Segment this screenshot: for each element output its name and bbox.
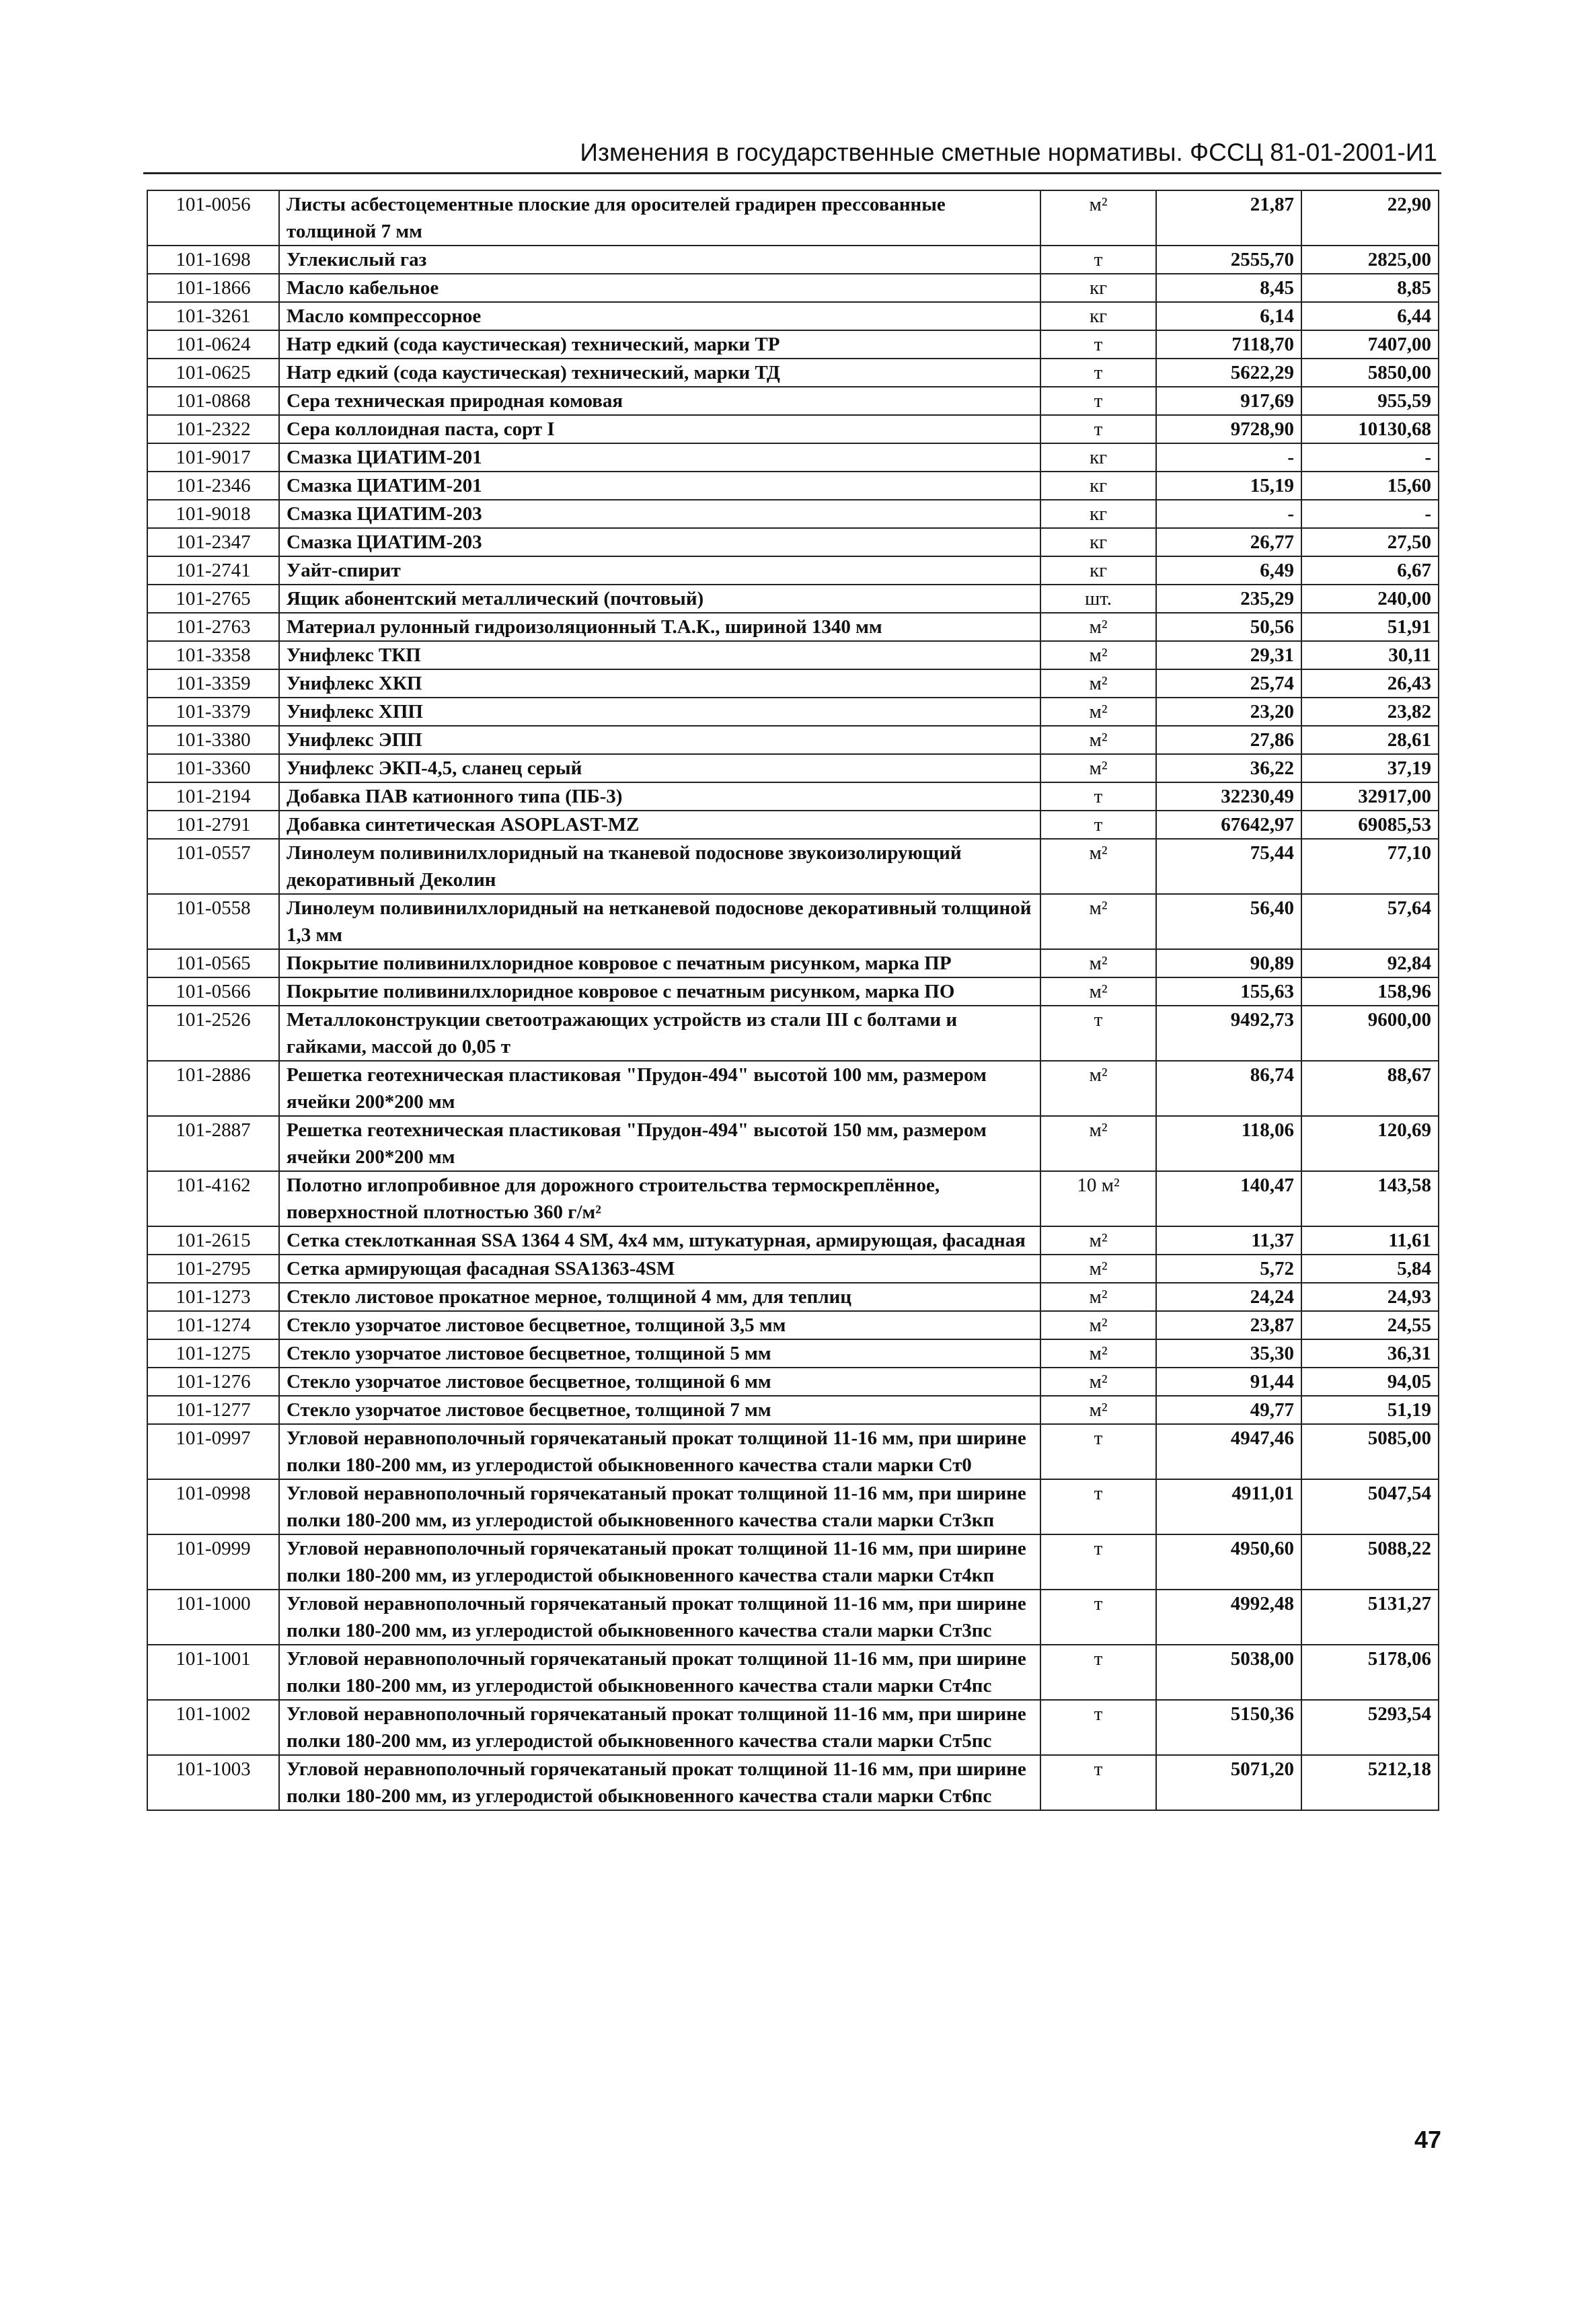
table-row	[147, 302, 1439, 330]
material-code: 101-2795	[147, 1255, 279, 1283]
unit-of-measure: т	[1040, 811, 1156, 839]
material-code: 101-3261	[147, 302, 279, 330]
material-name: Листы асбестоцементные плоские для оросителей градирен прессованные толщиной 7 мм	[279, 190, 1040, 246]
table-row	[147, 698, 1439, 726]
material-name: Стекло узорчатое листовое бесцветное, толщиной 6 мм	[279, 1368, 1040, 1396]
price-previous: 36,22	[1156, 754, 1301, 782]
table-row	[147, 330, 1439, 359]
unit-of-measure: т	[1040, 246, 1156, 274]
price-current: 24,93	[1301, 1283, 1439, 1311]
material-code: 101-2347	[147, 528, 279, 556]
price-previous: 90,89	[1156, 949, 1301, 977]
price-previous: 91,44	[1156, 1368, 1301, 1396]
material-code: 101-2615	[147, 1226, 279, 1255]
price-previous: 5622,29	[1156, 359, 1301, 387]
price-current: 955,59	[1301, 387, 1439, 415]
price-current: 30,11	[1301, 641, 1439, 669]
price-current: 9600,00	[1301, 1006, 1439, 1061]
material-code: 101-2346	[147, 472, 279, 500]
price-current: 15,60	[1301, 472, 1439, 500]
price-current: 7407,00	[1301, 330, 1439, 359]
table-row	[147, 1700, 1439, 1755]
material-name: Уайт-спирит	[279, 556, 1040, 585]
material-code: 101-0625	[147, 359, 279, 387]
price-current: 94,05	[1301, 1368, 1439, 1396]
table-row	[147, 500, 1439, 528]
table-row	[147, 1645, 1439, 1700]
unit-of-measure: м²	[1040, 1311, 1156, 1339]
material-name: Натр едкий (сода каустическая) технический, марки ТД	[279, 359, 1040, 387]
table-row	[147, 528, 1439, 556]
material-name: Сетка армирующая фасадная SSA1363-4SM	[279, 1255, 1040, 1283]
material-name: Решетка геотехническая пластиковая "Прудон-494" высотой 150 мм, размером ячейки 200*200 мм	[279, 1116, 1040, 1171]
unit-of-measure: м²	[1040, 839, 1156, 894]
unit-of-measure: м²	[1040, 1061, 1156, 1116]
table-row	[147, 894, 1439, 949]
price-previous: 56,40	[1156, 894, 1301, 949]
unit-of-measure: м²	[1040, 1226, 1156, 1255]
material-name: Угловой неравнополочный горячекатаный прокат толщиной 11-16 мм, при ширине полки 180-200 мм, из углеродистой обыкновенного качества стали марки Ст6пс	[279, 1755, 1040, 1810]
material-name: Решетка геотехническая пластиковая "Прудон-494" высотой 100 мм, размером ячейки 200*200 мм	[279, 1061, 1040, 1116]
material-code: 101-2886	[147, 1061, 279, 1116]
material-name: Ящик абонентский металлический (почтовый)	[279, 585, 1040, 613]
material-name: Смазка ЦИАТИМ-201	[279, 443, 1040, 472]
price-previous: 8,45	[1156, 274, 1301, 302]
price-previous: 155,63	[1156, 977, 1301, 1006]
unit-of-measure: кг	[1040, 302, 1156, 330]
price-previous: 25,74	[1156, 669, 1301, 698]
table-row	[147, 949, 1439, 977]
price-current: 77,10	[1301, 839, 1439, 894]
material-name: Добавка синтетическая ASOPLAST-MZ	[279, 811, 1040, 839]
material-name: Сетка стеклотканная SSA 1364 4 SM, 4x4 мм, штукатурная, армирующая, фасадная	[279, 1226, 1040, 1255]
material-name: Масло компрессорное	[279, 302, 1040, 330]
material-code: 101-2194	[147, 782, 279, 811]
price-previous: 27,86	[1156, 726, 1301, 754]
material-name: Материал рулонный гидроизоляционный Т.А.К., шириной 1340 мм	[279, 613, 1040, 641]
unit-of-measure: м²	[1040, 1339, 1156, 1368]
price-current: 5293,54	[1301, 1700, 1439, 1755]
material-code: 101-0868	[147, 387, 279, 415]
table-row	[147, 1311, 1439, 1339]
price-previous: 6,49	[1156, 556, 1301, 585]
material-code: 101-3358	[147, 641, 279, 669]
price-current: 57,64	[1301, 894, 1439, 949]
unit-of-measure: м²	[1040, 1283, 1156, 1311]
price-current: 51,91	[1301, 613, 1439, 641]
unit-of-measure: т	[1040, 1590, 1156, 1645]
material-code: 101-3359	[147, 669, 279, 698]
table-row	[147, 1479, 1439, 1534]
material-code: 101-1275	[147, 1339, 279, 1368]
material-name: Угловой неравнополочный горячекатаный прокат толщиной 11-16 мм, при ширине полки 180-200 мм, из углеродистой обыкновенного качества стали марки Ст4пс	[279, 1645, 1040, 1700]
table-row	[147, 1226, 1439, 1255]
unit-of-measure: м²	[1040, 190, 1156, 246]
price-table	[147, 190, 1439, 1811]
price-previous: 75,44	[1156, 839, 1301, 894]
price-previous: 9728,90	[1156, 415, 1301, 443]
price-previous: 5038,00	[1156, 1645, 1301, 1700]
table-row	[147, 1061, 1439, 1116]
unit-of-measure: кг	[1040, 500, 1156, 528]
table-row	[147, 246, 1439, 274]
price-previous: 917,69	[1156, 387, 1301, 415]
material-code: 101-2526	[147, 1006, 279, 1061]
price-previous: 26,77	[1156, 528, 1301, 556]
unit-of-measure: т	[1040, 359, 1156, 387]
price-current: 5,84	[1301, 1255, 1439, 1283]
material-name: Масло кабельное	[279, 274, 1040, 302]
table-row	[147, 613, 1439, 641]
material-name: Стекло узорчатое листовое бесцветное, толщиной 5 мм	[279, 1339, 1040, 1368]
unit-of-measure: кг	[1040, 528, 1156, 556]
material-name: Смазка ЦИАТИМ-203	[279, 500, 1040, 528]
page-header	[143, 132, 1441, 174]
unit-of-measure: м²	[1040, 698, 1156, 726]
table-row	[147, 1590, 1439, 1645]
price-previous: -	[1156, 443, 1301, 472]
table-row	[147, 190, 1439, 246]
material-name: Стекло узорчатое листовое бесцветное, толщиной 3,5 мм	[279, 1311, 1040, 1339]
material-code: 101-0565	[147, 949, 279, 977]
table-row	[147, 726, 1439, 754]
price-current: 6,44	[1301, 302, 1439, 330]
price-previous: 32230,49	[1156, 782, 1301, 811]
unit-of-measure: м²	[1040, 726, 1156, 754]
table-row	[147, 443, 1439, 472]
unit-of-measure: м²	[1040, 1368, 1156, 1396]
table-row	[147, 585, 1439, 613]
table-row	[147, 472, 1439, 500]
price-current: -	[1301, 443, 1439, 472]
material-code: 101-9017	[147, 443, 279, 472]
material-code: 101-1003	[147, 1755, 279, 1810]
price-previous: 11,37	[1156, 1226, 1301, 1255]
price-current: 22,90	[1301, 190, 1439, 246]
material-name: Стекло узорчатое листовое бесцветное, толщиной 7 мм	[279, 1396, 1040, 1424]
price-current: 36,31	[1301, 1339, 1439, 1368]
material-code: 101-1273	[147, 1283, 279, 1311]
price-previous: 23,20	[1156, 698, 1301, 726]
unit-of-measure: м²	[1040, 894, 1156, 949]
price-previous: 4947,46	[1156, 1424, 1301, 1479]
material-code: 101-2763	[147, 613, 279, 641]
unit-of-measure: шт.	[1040, 585, 1156, 613]
material-code: 101-0624	[147, 330, 279, 359]
material-name: Угловой неравнополочный горячекатаный прокат толщиной 11-16 мм, при ширине полки 180-200 мм, из углеродистой обыкновенного качества стали марки Ст5пс	[279, 1700, 1040, 1755]
header-title: Изменения в государственные сметные нормативы. ФССЦ 81-01-2001-И1	[580, 139, 1437, 166]
price-current: 5212,18	[1301, 1755, 1439, 1810]
table-row	[147, 1755, 1439, 1810]
price-current: 32917,00	[1301, 782, 1439, 811]
unit-of-measure: т	[1040, 1645, 1156, 1700]
material-name: Угловой неравнополочный горячекатаный прокат толщиной 11-16 мм, при ширине полки 180-200 мм, из углеродистой обыкновенного качества стали марки Ст0	[279, 1424, 1040, 1479]
material-name: Линолеум поливинилхлоридный на нетканевой подоснове декоративный толщиной 1,3 мм	[279, 894, 1040, 949]
unit-of-measure: т	[1040, 1755, 1156, 1810]
table-row	[147, 839, 1439, 894]
material-code: 101-2887	[147, 1116, 279, 1171]
page-number: 47	[1414, 2126, 1442, 2153]
price-current: 240,00	[1301, 585, 1439, 613]
table-row	[147, 274, 1439, 302]
price-current: 5178,06	[1301, 1645, 1439, 1700]
unit-of-measure: 10 м²	[1040, 1171, 1156, 1226]
price-current: 69085,53	[1301, 811, 1439, 839]
material-code: 101-3360	[147, 754, 279, 782]
material-name: Угловой неравнополочный горячекатаный прокат толщиной 11-16 мм, при ширине полки 180-200 мм, из углеродистой обыкновенного качества стали марки Ст3пс	[279, 1590, 1040, 1645]
price-current: 24,55	[1301, 1311, 1439, 1339]
price-previous: 23,87	[1156, 1311, 1301, 1339]
price-current: 158,96	[1301, 977, 1439, 1006]
price-previous: 86,74	[1156, 1061, 1301, 1116]
price-current: 28,61	[1301, 726, 1439, 754]
table-row	[147, 811, 1439, 839]
material-name: Унифлекс ХПП	[279, 698, 1040, 726]
price-current: 5131,27	[1301, 1590, 1439, 1645]
material-code: 101-1277	[147, 1396, 279, 1424]
material-code: 101-4162	[147, 1171, 279, 1226]
price-previous: 5150,36	[1156, 1700, 1301, 1755]
unit-of-measure: м²	[1040, 1116, 1156, 1171]
price-current: 120,69	[1301, 1116, 1439, 1171]
price-previous: 35,30	[1156, 1339, 1301, 1368]
material-name: Смазка ЦИАТИМ-201	[279, 472, 1040, 500]
material-code: 101-1002	[147, 1700, 279, 1755]
unit-of-measure: т	[1040, 782, 1156, 811]
material-name: Покрытие поливинилхлоридное ковровое с печатным рисунком, марка ПО	[279, 977, 1040, 1006]
unit-of-measure: т	[1040, 1700, 1156, 1755]
price-previous: 140,47	[1156, 1171, 1301, 1226]
price-current: 143,58	[1301, 1171, 1439, 1226]
material-code: 101-0999	[147, 1534, 279, 1590]
material-name: Добавка ПАВ катионного типа (ПБ-3)	[279, 782, 1040, 811]
material-code: 101-9018	[147, 500, 279, 528]
table-row	[147, 359, 1439, 387]
table-row	[147, 782, 1439, 811]
price-previous: 24,24	[1156, 1283, 1301, 1311]
price-current: 88,67	[1301, 1061, 1439, 1116]
unit-of-measure: м²	[1040, 1396, 1156, 1424]
unit-of-measure: м²	[1040, 613, 1156, 641]
unit-of-measure: м²	[1040, 754, 1156, 782]
unit-of-measure: т	[1040, 1479, 1156, 1534]
price-previous: 4950,60	[1156, 1534, 1301, 1590]
unit-of-measure: т	[1040, 1006, 1156, 1061]
price-current: 5088,22	[1301, 1534, 1439, 1590]
price-previous: 118,06	[1156, 1116, 1301, 1171]
material-name: Угловой неравнополочный горячекатаный прокат толщиной 11-16 мм, при ширине полки 180-200 мм, из углеродистой обыкновенного качества стали марки Ст4кп	[279, 1534, 1040, 1590]
material-name: Унифлекс ЭПП	[279, 726, 1040, 754]
table-row	[147, 641, 1439, 669]
price-current: 8,85	[1301, 274, 1439, 302]
unit-of-measure: т	[1040, 1534, 1156, 1590]
price-previous: 2555,70	[1156, 246, 1301, 274]
table-row	[147, 977, 1439, 1006]
material-name: Унифлекс ЭКП-4,5, сланец серый	[279, 754, 1040, 782]
price-previous: 49,77	[1156, 1396, 1301, 1424]
price-current: 5850,00	[1301, 359, 1439, 387]
material-code: 101-0557	[147, 839, 279, 894]
material-code: 101-1001	[147, 1645, 279, 1700]
price-current: 5085,00	[1301, 1424, 1439, 1479]
material-code: 101-0998	[147, 1479, 279, 1534]
price-previous: 29,31	[1156, 641, 1301, 669]
material-code: 101-0558	[147, 894, 279, 949]
price-previous: 9492,73	[1156, 1006, 1301, 1061]
table-row	[147, 669, 1439, 698]
price-current: 5047,54	[1301, 1479, 1439, 1534]
material-name: Смазка ЦИАТИМ-203	[279, 528, 1040, 556]
table-row	[147, 1283, 1439, 1311]
material-code: 101-1698	[147, 246, 279, 274]
material-name: Натр едкий (сода каустическая) технический, марки ТР	[279, 330, 1040, 359]
unit-of-measure: м²	[1040, 1255, 1156, 1283]
price-current: 27,50	[1301, 528, 1439, 556]
table-row	[147, 1424, 1439, 1479]
unit-of-measure: т	[1040, 387, 1156, 415]
price-previous: 7118,70	[1156, 330, 1301, 359]
unit-of-measure: м²	[1040, 977, 1156, 1006]
material-name: Углекислый газ	[279, 246, 1040, 274]
material-name: Металлоконструкции светоотражающих устройств из стали III с болтами и гайками, массой до 0,05 т	[279, 1006, 1040, 1061]
material-code: 101-0056	[147, 190, 279, 246]
price-current: 2825,00	[1301, 246, 1439, 274]
unit-of-measure: кг	[1040, 443, 1156, 472]
material-code: 101-2741	[147, 556, 279, 585]
table-row	[147, 387, 1439, 415]
material-code: 101-1276	[147, 1368, 279, 1396]
price-current: 23,82	[1301, 698, 1439, 726]
material-code: 101-3379	[147, 698, 279, 726]
table-row	[147, 1171, 1439, 1226]
table-row	[147, 1396, 1439, 1424]
price-current: 92,84	[1301, 949, 1439, 977]
price-previous: 21,87	[1156, 190, 1301, 246]
unit-of-measure: кг	[1040, 472, 1156, 500]
material-name: Унифлекс ХКП	[279, 669, 1040, 698]
material-code: 101-3380	[147, 726, 279, 754]
price-previous: 4992,48	[1156, 1590, 1301, 1645]
unit-of-measure: кг	[1040, 556, 1156, 585]
table-row	[147, 1534, 1439, 1590]
material-code: 101-1000	[147, 1590, 279, 1645]
table-row	[147, 1006, 1439, 1061]
material-code: 101-2765	[147, 585, 279, 613]
material-code: 101-0997	[147, 1424, 279, 1479]
material-name: Угловой неравнополочный горячекатаный прокат толщиной 11-16 мм, при ширине полки 180-200 мм, из углеродистой обыкновенного качества стали марки Ст3кп	[279, 1479, 1040, 1534]
unit-of-measure: кг	[1040, 274, 1156, 302]
material-name: Сера коллоидная паста, сорт I	[279, 415, 1040, 443]
price-previous: 67642,97	[1156, 811, 1301, 839]
material-name: Сера техническая природная комовая	[279, 387, 1040, 415]
price-current: 26,43	[1301, 669, 1439, 698]
price-previous: 5,72	[1156, 1255, 1301, 1283]
price-current: 6,67	[1301, 556, 1439, 585]
table-row	[147, 1116, 1439, 1171]
table-row	[147, 556, 1439, 585]
material-code: 101-2791	[147, 811, 279, 839]
material-name: Унифлекс ТКП	[279, 641, 1040, 669]
price-previous: 6,14	[1156, 302, 1301, 330]
price-current: 51,19	[1301, 1396, 1439, 1424]
material-code: 101-1866	[147, 274, 279, 302]
price-previous: 5071,20	[1156, 1755, 1301, 1810]
table-row	[147, 1255, 1439, 1283]
material-name: Линолеум поливинилхлоридный на тканевой подоснове звукоизолирующий декоративный Деколин	[279, 839, 1040, 894]
unit-of-measure: м²	[1040, 641, 1156, 669]
material-name: Стекло листовое прокатное мерное, толщиной 4 мм, для теплиц	[279, 1283, 1040, 1311]
price-previous: 4911,01	[1156, 1479, 1301, 1534]
table-row	[147, 415, 1439, 443]
unit-of-measure: т	[1040, 415, 1156, 443]
unit-of-measure: т	[1040, 330, 1156, 359]
unit-of-measure: м²	[1040, 949, 1156, 977]
price-current: 11,61	[1301, 1226, 1439, 1255]
price-current: 10130,68	[1301, 415, 1439, 443]
material-name: Полотно иглопробивное для дорожного строительства термоскреплённое, поверхностной плотностью 360 г/м²	[279, 1171, 1040, 1226]
price-previous: 15,19	[1156, 472, 1301, 500]
price-table-body	[147, 190, 1439, 1810]
unit-of-measure: м²	[1040, 669, 1156, 698]
table-row	[147, 754, 1439, 782]
material-name: Покрытие поливинилхлоридное ковровое с печатным рисунком, марка ПР	[279, 949, 1040, 977]
unit-of-measure: т	[1040, 1424, 1156, 1479]
material-code: 101-0566	[147, 977, 279, 1006]
price-previous: 235,29	[1156, 585, 1301, 613]
price-current: -	[1301, 500, 1439, 528]
price-current: 37,19	[1301, 754, 1439, 782]
table-row	[147, 1339, 1439, 1368]
material-code: 101-1274	[147, 1311, 279, 1339]
material-code: 101-2322	[147, 415, 279, 443]
price-previous: 50,56	[1156, 613, 1301, 641]
table-row	[147, 1368, 1439, 1396]
price-previous: -	[1156, 500, 1301, 528]
